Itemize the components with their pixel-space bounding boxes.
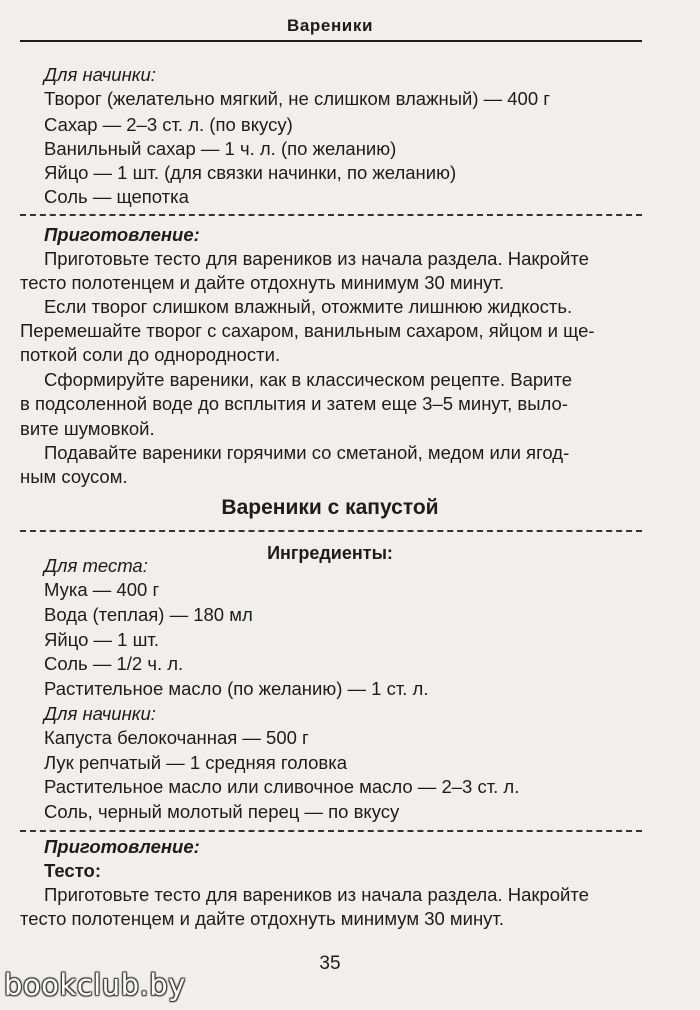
paragraph-line: Подавайте вареники горячими со сметаной, медом или ягод-: [44, 442, 570, 463]
divider: [20, 214, 642, 216]
ingredient-line: Ванильный сахар — 1 ч. л. (по желанию): [44, 138, 397, 159]
ingredient-line: Мука — 400 г: [44, 579, 160, 600]
paragraph-line: Перемешайте творог с сахаром, ванильным сахаром, яйцом и ще-: [20, 320, 595, 341]
prep-label: Приготовление:: [44, 224, 200, 245]
header-rule: [20, 40, 642, 42]
ingredient-line: Соль, черный молотый перец — по вкусу: [44, 801, 400, 822]
ingredient-line: Соль — щепотка: [44, 186, 189, 207]
paragraph-line: вите шумовкой.: [20, 418, 155, 439]
ingredient-line: Вода (теплая) — 180 мл: [44, 604, 253, 625]
paragraph-line: тесто полотенцем и дайте отдохнуть минимум 30 минут.: [20, 908, 504, 929]
dough-sub-label: Тесто:: [44, 860, 101, 881]
paragraph-line: Приготовьте тесто для вареников из начала раздела. Накройте: [44, 248, 589, 269]
ingredient-line: Капуста белокочанная — 500 г: [44, 727, 309, 748]
running-header: Вареники: [286, 16, 374, 35]
paragraph-line: в подсоленной воде до всплытия и затем еще 3–5 минут, выло-: [20, 393, 568, 414]
ingredient-line: Творог (желательно мягкий, не слишком влажный) — 400 г: [44, 88, 551, 109]
dough-label: Для теста:: [44, 555, 148, 576]
ingredient-line: Яйцо — 1 шт. (для связки начинки, по желанию): [44, 162, 457, 183]
paragraph-line: Сформируйте вареники, как в классическом рецепте. Варите: [44, 369, 573, 390]
paragraph-line: Если творог слишком влажный, отожмите лишнюю жидкость.: [44, 296, 573, 317]
ingredient-line: Растительное масло (по желанию) — 1 ст. л.: [44, 678, 429, 699]
ingredient-line: Соль — 1/2 ч. л.: [44, 653, 184, 674]
paragraph-line: Приготовьте тесто для вареников из начала раздела. Накройте: [44, 884, 589, 905]
divider: [20, 530, 642, 532]
paragraph-line: ным соусом.: [20, 466, 128, 487]
paragraph-line: поткой соли до однородности.: [20, 344, 281, 365]
watermark: bookclub.by: [4, 968, 186, 1002]
filling-label: Для начинки:: [44, 703, 156, 724]
ingredients-heading: Ингредиенты:: [267, 543, 393, 563]
ingredient-line: Лук репчатый — 1 средняя головка: [44, 752, 348, 773]
ingredient-line: Сахар — 2–3 ст. л. (по вкусу): [44, 114, 293, 135]
paragraph-line: тесто полотенцем и дайте отдохнуть минимум 30 минут.: [20, 272, 504, 293]
prep-label: Приготовление:: [44, 836, 200, 857]
page-number: 35: [319, 953, 341, 974]
section-title: Вареники с капустой: [221, 496, 439, 519]
ingredient-line: Растительное масло или сливочное масло — 2–3 ст. л.: [44, 776, 520, 797]
filling-label: Для начинки:: [44, 64, 156, 85]
ingredient-line: Яйцо — 1 шт.: [44, 629, 159, 650]
divider: [20, 830, 642, 832]
